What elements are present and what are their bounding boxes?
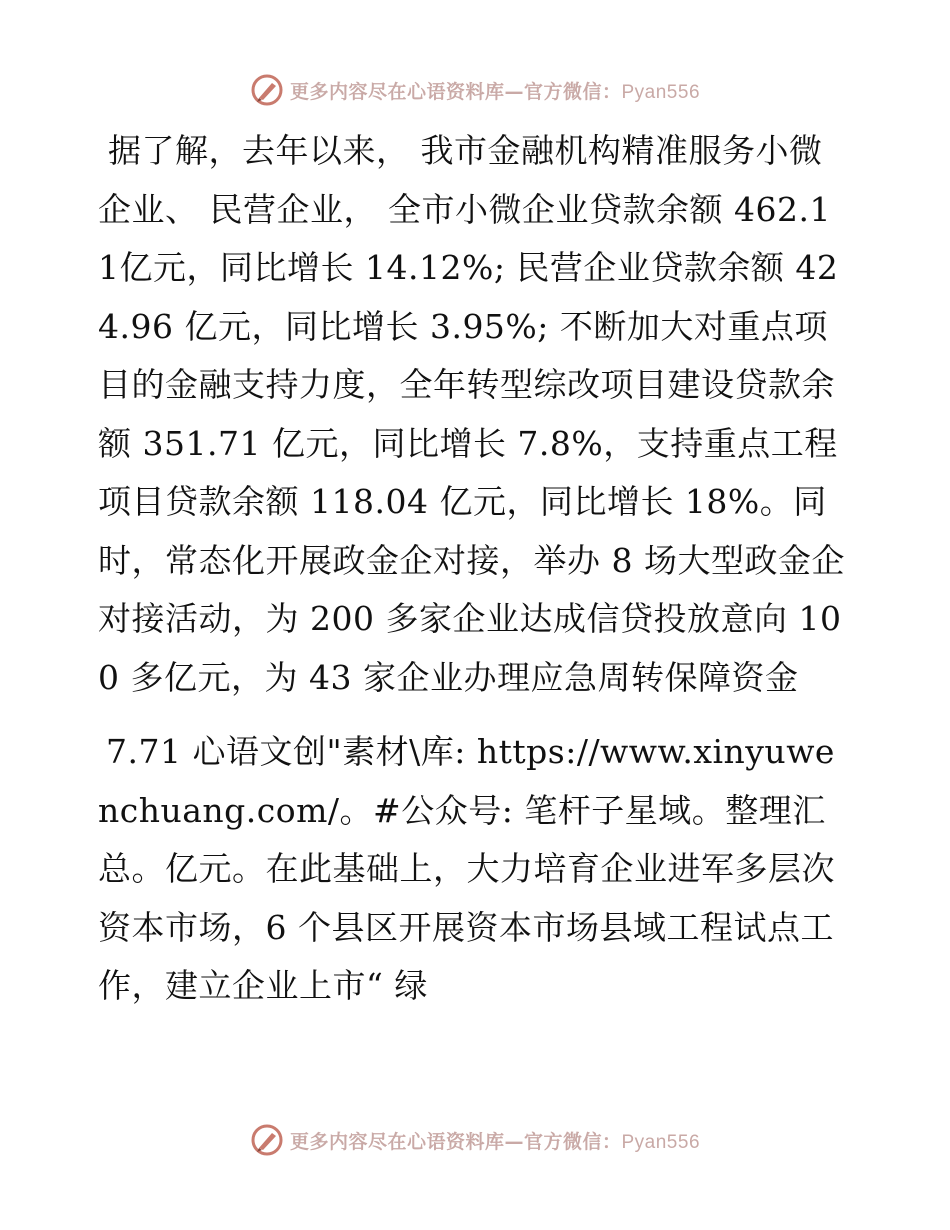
wechat-id: Pyan556 [621,1131,701,1153]
document-body [98,122,850,1016]
header-watermark-banner [0,70,950,110]
banner-text: 更多内容尽在心语资料库—官方微信：Pyan556 [289,1130,701,1153]
paragraph-1: 据了解，去年以来， 我市金融机构精准服务小微企业、 民营企业， 全市小微企业贷款余额 462.11亿元，同比增长 14.12%; 民营企业贷款余额 424.96 亿元，同比增长 3.95%; 不断加大对重点项目的金融支持力度，全年转型综改项目建设贷款余额 351.71 亿元，同比增长 7.8%，支持重点工程项目贷款余额 118.04 亿元，同比增长 18%。同时，常态化开展政金企对接，举办 8 场大型政金企对接活动，为 200 多家企业达成信贷投放意向 100 多亿元，为 43 家企业办理应急周转保障资金 [98,131,845,697]
wechat-id: Pyan556 [621,81,701,103]
pen-logo-icon [250,1123,284,1157]
paragraph-2: 7.71 心语文创"素材\库: https://www.xinyuwenchuang.com/。#公众号: 笔杆子星域。整理汇总。亿元。在此基础上，大力培育企业进军多层次资本市场，6 个县区开展资本市场县域工程试点工作，建立企业上市“ 绿 [98,732,835,1005]
footer-watermark-banner [0,1120,950,1160]
pen-logo-icon [250,73,284,107]
banner-text: 更多内容尽在心语资料库—官方微信：Pyan556 [289,80,701,103]
